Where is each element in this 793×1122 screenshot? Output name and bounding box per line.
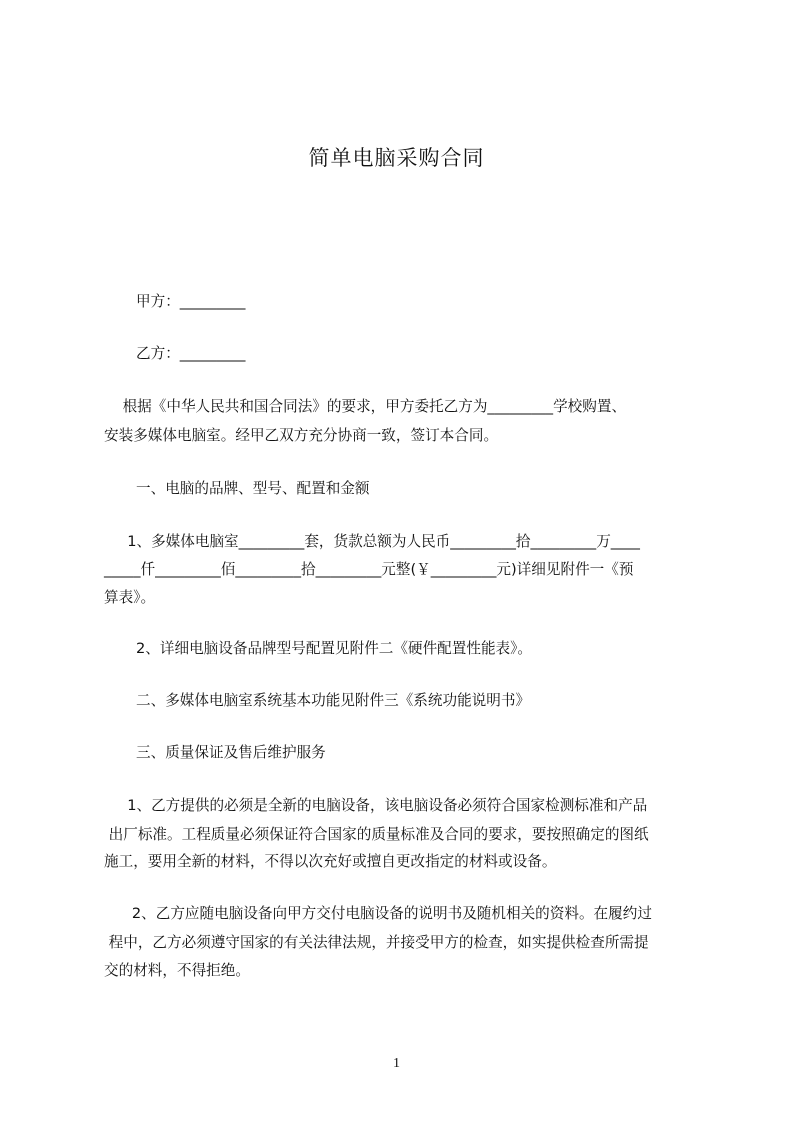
section-1-heading: 一、电脑的品牌、型号、配置和金额: [136, 480, 370, 497]
clause-line: 1、多媒体电脑室_________套，货款总额为人民币_________拾_________万____: [104, 533, 640, 550]
section-2-heading: 二、多媒体电脑室系统基本功能见附件三《系统功能说明书》: [136, 692, 531, 709]
clause-line: _____仟_________佰_________拾_________元整(￥_________元)详细见附件一《预: [104, 561, 634, 578]
clause-line: 交的材料，不得拒绝。: [104, 962, 250, 979]
clause-1-2: 2、详细电脑设备品牌型号配置见附件二《硬件配置性能表》。: [136, 640, 533, 657]
clause-line: 算表》。: [104, 589, 156, 606]
party-b-line: 乙方：_________: [136, 345, 246, 362]
page-title: 简单电脑采购合同: [308, 146, 485, 170]
intro-line: 根据《中华人民共和国合同法》的要求，甲方委托乙方为_________学校购置、: [104, 398, 627, 415]
clause-line: 1、乙方提供的必须是全新的电脑设备，该电脑设备必须符合国家检测标准和产品: [104, 797, 648, 814]
page-number: 1: [393, 1056, 400, 1071]
clause-line: 出厂标准。工程质量必须保证符合国家的质量标准及合同的要求，要按照确定的图纸: [104, 826, 649, 843]
intro-line: 安装多媒体电脑室。经甲乙双方充分协商一致，签订本合同。: [104, 427, 499, 444]
section-3-heading: 三、质量保证及售后维护服务: [136, 744, 326, 761]
clause-line: 2、乙方应随电脑设备向甲方交付电脑设备的说明书及随机相关的资料。在履约过: [104, 905, 652, 922]
clause-line: 程中，乙方必须遵守国家的有关法律法规，并接受甲方的检查，如实提供检查所需提: [104, 934, 649, 951]
clause-line: 施工，要用全新的材料，不得以次充好或擅自更改指定的材料或设备。: [104, 853, 557, 870]
party-a-line: 甲方：_________: [136, 293, 246, 310]
